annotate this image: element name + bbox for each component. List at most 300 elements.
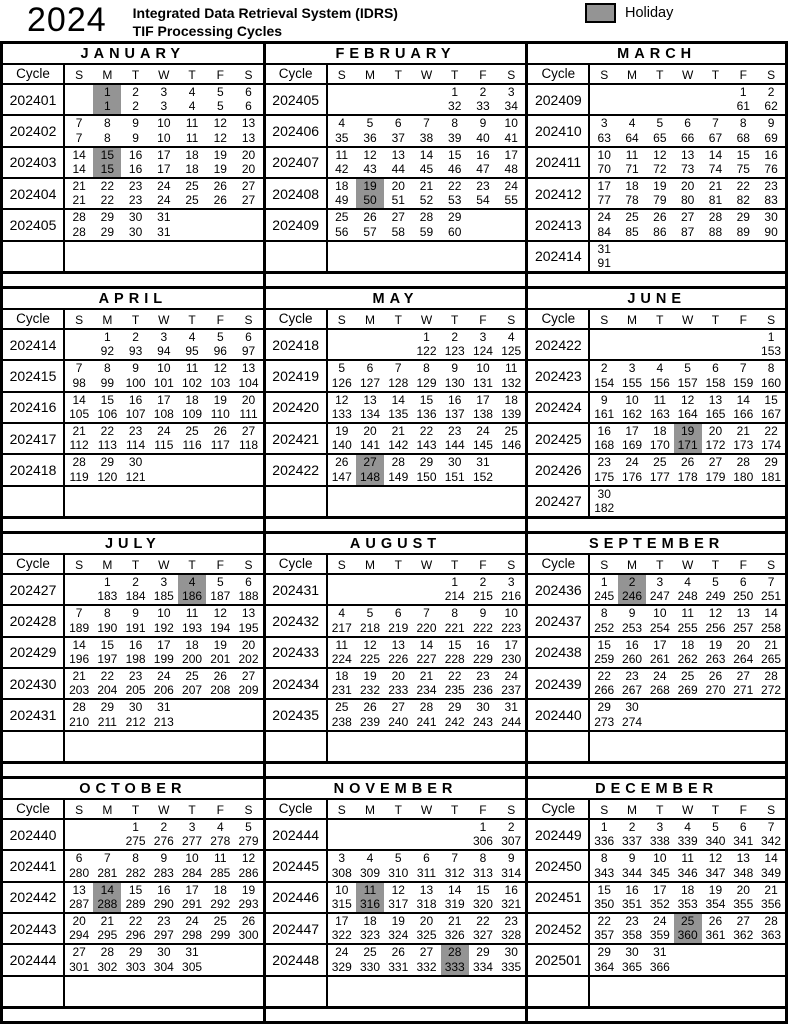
- day-cell: [646, 242, 674, 271]
- day-cell: [757, 669, 785, 698]
- date-number: 23: [504, 913, 518, 928]
- date-number: 6: [366, 361, 374, 376]
- day-of-year-number: 104: [238, 375, 259, 390]
- weekday-header: T: [656, 68, 664, 82]
- date-number: 4: [684, 820, 691, 834]
- date-number: 14: [72, 637, 86, 652]
- day-cell: [757, 575, 785, 604]
- day-cell: [356, 820, 384, 849]
- date-number: 18: [363, 913, 377, 928]
- date-number: [618, 978, 646, 991]
- cycle-row-202446: [266, 883, 526, 914]
- month-table-november: [266, 776, 526, 1009]
- day-cell: [328, 820, 356, 849]
- cycle-row-202444: [266, 820, 526, 851]
- date-number: [178, 701, 206, 714]
- day-cell: [206, 330, 234, 359]
- day-of-year-number: 75: [736, 161, 750, 176]
- date-number: 30: [128, 700, 143, 715]
- title-line-2: TIF Processing Cycles: [132, 23, 283, 40]
- date-number: [384, 733, 412, 746]
- day-cell: [121, 148, 149, 177]
- day-of-year-number: 334: [472, 959, 493, 974]
- day-cell: [121, 210, 149, 239]
- month-title: MARCH: [528, 44, 785, 65]
- empty-row: [3, 977, 263, 1006]
- day-of-year-number: 311: [416, 865, 437, 880]
- day-of-year-number: 129: [416, 375, 437, 390]
- day-of-year-number: [646, 345, 674, 358]
- day-cell: [729, 424, 757, 453]
- date-number: 3: [628, 361, 636, 376]
- day-cell: [412, 606, 440, 635]
- date-number: 23: [128, 423, 143, 438]
- cycle-number: 202450: [528, 851, 590, 880]
- day-of-year-number: [356, 345, 384, 358]
- day-of-year-number: 211: [97, 714, 117, 729]
- day-cell: [618, 606, 646, 635]
- day-of-year-number: 41: [504, 130, 518, 145]
- date-number: 22: [597, 913, 611, 928]
- date-number: [497, 488, 525, 501]
- date-number: 5: [366, 116, 374, 131]
- band-spacer: [528, 519, 785, 531]
- date-number: [384, 821, 412, 834]
- date-number: [469, 488, 497, 501]
- band-spacer: [266, 1009, 526, 1021]
- date-number: 1: [739, 85, 747, 99]
- day-of-year-number: [618, 100, 646, 113]
- day-cell: [206, 116, 234, 145]
- cycle-number: [3, 242, 65, 271]
- day-of-year-number: 25: [185, 193, 199, 208]
- day-cell: [590, 669, 618, 698]
- day-cell: [497, 700, 525, 729]
- day-of-year-number: [702, 100, 730, 113]
- day-of-year-number: 215: [472, 589, 493, 604]
- day-of-year-number: 280: [69, 865, 90, 880]
- day-of-year-number: 8: [104, 130, 111, 145]
- date-number: [674, 488, 702, 501]
- weekday-header: T: [188, 558, 196, 572]
- day-cell: [206, 914, 234, 943]
- date-number: [702, 331, 730, 344]
- day-of-year-number: [497, 471, 525, 484]
- day-of-year-number: [497, 502, 525, 515]
- day-cell: [618, 455, 646, 484]
- day-of-year-number: 226: [388, 651, 409, 666]
- cycle-number: 202437: [528, 606, 590, 635]
- day-cell: [757, 638, 785, 667]
- month-table-may: [266, 286, 526, 519]
- date-number: 30: [476, 700, 490, 715]
- day-of-year-number: [234, 961, 262, 974]
- day-cell: [441, 700, 469, 729]
- day-cell: [590, 361, 618, 390]
- day-cell: [729, 210, 757, 239]
- day-cell: [590, 820, 618, 849]
- cycle-number: 202438: [528, 638, 590, 667]
- day-of-year-number: 59: [419, 224, 434, 239]
- day-of-year-number: 234: [416, 683, 437, 698]
- day-cell: [441, 606, 469, 635]
- date-number: 15: [100, 147, 115, 162]
- day-of-year-number: [702, 747, 730, 760]
- date-number: 3: [479, 330, 487, 344]
- day-cell: [328, 977, 356, 1006]
- day-of-year-number: [234, 257, 262, 270]
- date-number: 11: [185, 606, 199, 621]
- day-cell: [384, 179, 412, 208]
- date-number: [757, 701, 785, 714]
- day-cell: [590, 606, 618, 635]
- day-cell: [412, 851, 440, 880]
- date-number: 4: [684, 575, 691, 589]
- weekday-header: S: [600, 558, 609, 572]
- day-of-year-number: 245: [594, 589, 615, 604]
- weekday-header: S: [244, 803, 253, 817]
- weekday-header: T: [131, 313, 140, 327]
- day-of-year-number: [412, 257, 440, 270]
- day-of-year-number: 127: [359, 375, 381, 390]
- month-may: [263, 286, 526, 531]
- cycle-row-202405: [266, 85, 526, 116]
- day-of-year-number: [412, 100, 440, 113]
- date-number: [356, 576, 384, 589]
- day-cell: [328, 424, 356, 453]
- day-cell: [206, 179, 234, 208]
- day-cell: [150, 242, 178, 271]
- date-number: 20: [419, 913, 434, 928]
- day-cell: [121, 330, 149, 359]
- day-cell: [618, 977, 646, 1006]
- day-cell: [702, 330, 730, 359]
- weekday-header: T: [188, 313, 196, 327]
- day-cell: [356, 977, 384, 1006]
- day-of-year-number: [646, 502, 674, 515]
- day-cell: [206, 638, 234, 667]
- date-number: 28: [764, 913, 778, 928]
- day-cell: [356, 210, 384, 239]
- date-number: 11: [681, 851, 694, 866]
- day-of-year-number: 106: [97, 406, 118, 421]
- cycle-rows: [528, 330, 785, 516]
- date-number: 2: [160, 820, 168, 834]
- day-cell: [328, 851, 356, 880]
- day-cell: [497, 424, 525, 453]
- weekday-header: M: [365, 313, 375, 327]
- cycle-row-202401: [3, 85, 263, 116]
- day-cell: [356, 148, 384, 177]
- weekday-header: M: [365, 803, 375, 817]
- day-of-year-number: 258: [761, 620, 782, 635]
- date-number: 26: [680, 455, 695, 470]
- date-number: 14: [708, 147, 723, 162]
- date-number: [618, 243, 646, 256]
- day-of-year-number: 85: [625, 224, 639, 239]
- day-cell: [729, 914, 757, 943]
- day-of-year-number: 172: [705, 438, 726, 453]
- holiday-day-cell: [356, 455, 384, 484]
- day-cell: [469, 700, 497, 729]
- date-number: 2: [767, 85, 775, 99]
- cycle-row-202405: [3, 210, 263, 241]
- day-cell: [65, 179, 93, 208]
- day-of-year-number: 142: [388, 438, 409, 453]
- date-number: 16: [625, 882, 639, 897]
- date-number: 23: [625, 668, 639, 683]
- date-number: [234, 701, 262, 714]
- date-number: [729, 243, 757, 256]
- date-number: 1: [451, 85, 459, 99]
- weekday-header: F: [216, 313, 224, 327]
- day-of-year-number: 359: [649, 928, 670, 943]
- day-cell: [328, 914, 356, 943]
- day-of-year-number: 181: [761, 469, 782, 484]
- day-of-year-number: 7: [75, 130, 83, 145]
- day-of-year-number: [121, 992, 149, 1005]
- date-number: 13: [708, 392, 723, 407]
- day-cell: [497, 669, 525, 698]
- date-number: [234, 978, 262, 991]
- date-number: 9: [507, 851, 515, 866]
- cycle-row-202422: [266, 455, 526, 486]
- day-of-year-number: 248: [677, 589, 698, 604]
- date-number: [121, 733, 149, 746]
- cycle-rows: [266, 820, 526, 1006]
- day-of-year-number: 225: [359, 651, 381, 666]
- day-cell: [121, 851, 149, 880]
- day-cell: [702, 393, 730, 422]
- date-number: 26: [213, 423, 227, 438]
- day-cell: [590, 455, 618, 484]
- day-of-year-number: 335: [501, 959, 522, 974]
- day-cell: [356, 606, 384, 635]
- day-of-year-number: [469, 257, 497, 270]
- day-cell: [93, 732, 121, 761]
- date-number: 10: [185, 851, 199, 866]
- weekday-header: F: [479, 803, 487, 817]
- day-of-year-number: 194: [210, 620, 231, 635]
- day-of-year-number: 213: [153, 714, 174, 729]
- day-of-year-number: [757, 257, 785, 270]
- day-cell: [328, 455, 356, 484]
- date-number: [469, 733, 497, 746]
- day-cell: [729, 85, 757, 114]
- day-of-year-number: [757, 502, 785, 515]
- day-of-year-number: 184: [125, 589, 146, 604]
- day-of-year-number: [206, 961, 234, 974]
- day-cell: [150, 820, 178, 849]
- weekday-header: T: [394, 68, 402, 82]
- day-of-year-number: 137: [444, 406, 465, 421]
- date-number: 9: [160, 851, 168, 866]
- day-cell: [178, 883, 206, 912]
- day-of-year-number: 115: [154, 438, 174, 453]
- day-of-year-number: 130: [444, 375, 465, 390]
- date-number: 30: [625, 945, 639, 960]
- day-of-year-number: 349: [761, 865, 782, 880]
- date-number: [702, 86, 730, 99]
- date-number: 7: [394, 361, 402, 376]
- date-number: 24: [625, 455, 639, 470]
- day-cell: [93, 606, 121, 635]
- cycle-number: 202447: [266, 914, 328, 943]
- day-of-year-number: 160: [761, 375, 782, 390]
- date-number: [328, 733, 356, 746]
- date-number: [206, 456, 234, 469]
- day-cell: [65, 669, 93, 698]
- date-number: 12: [363, 147, 377, 162]
- day-cell: [384, 820, 412, 849]
- day-of-year-number: [702, 716, 730, 729]
- day-of-year-number: 348: [733, 865, 754, 880]
- cycle-number: [3, 977, 65, 1006]
- day-of-year-number: 221: [444, 620, 465, 635]
- day-cell: [178, 945, 206, 974]
- day-cell: [757, 148, 785, 177]
- cycle-number: 202418: [3, 455, 65, 484]
- day-of-year-number: [328, 835, 356, 848]
- day-cell: [729, 116, 757, 145]
- day-of-year-number: 201: [210, 651, 231, 666]
- date-number: 12: [335, 392, 349, 407]
- title-line-1: Integrated Data Retrieval System (IDRS): [132, 5, 398, 21]
- cycle-row-202413: [528, 210, 785, 241]
- day-of-year-number: 151: [444, 469, 465, 484]
- day-of-year-number: 297: [153, 928, 174, 943]
- day-cell: [93, 393, 121, 422]
- date-number: 4: [338, 606, 346, 621]
- cycle-rows: [528, 820, 785, 1006]
- date-number: 13: [241, 606, 256, 621]
- day-of-year-number: 269: [677, 683, 698, 698]
- date-number: [412, 821, 440, 834]
- band-spacer: [266, 274, 526, 286]
- date-number: [65, 488, 93, 501]
- day-of-year-number: [178, 747, 206, 760]
- day-of-year-number: 136: [416, 406, 437, 421]
- day-of-year-number: [497, 257, 525, 270]
- day-cell: [590, 945, 618, 974]
- cycle-number: 202412: [528, 179, 590, 208]
- day-cell: [469, 945, 497, 974]
- day-cell: [757, 424, 785, 453]
- day-of-year-number: 169: [622, 438, 643, 453]
- date-number: 19: [363, 668, 377, 683]
- date-number: 31: [476, 455, 490, 470]
- day-cell: [234, 179, 262, 208]
- date-number: 13: [241, 116, 256, 131]
- day-cell: [384, 700, 412, 729]
- day-cell: [412, 179, 440, 208]
- day-cell: [646, 487, 674, 516]
- day-cell: [234, 148, 262, 177]
- day-cell: [757, 914, 785, 943]
- day-of-year-number: 120: [97, 469, 118, 484]
- band-spacer: [3, 764, 263, 776]
- day-cell: [65, 700, 93, 729]
- weekday-header-row: [528, 65, 785, 85]
- date-number: 17: [157, 637, 171, 652]
- month-title: JULY: [3, 534, 263, 555]
- day-of-year-number: [729, 345, 757, 358]
- day-of-year-number: 35: [335, 130, 349, 145]
- cycle-number: 202439: [528, 669, 590, 698]
- day-of-year-number: [328, 590, 356, 603]
- day-cell: [93, 914, 121, 943]
- day-of-year-number: [618, 992, 646, 1005]
- day-of-year-number: 243: [472, 714, 493, 729]
- holiday-day-cell: [441, 945, 469, 974]
- date-number: 25: [363, 945, 377, 960]
- date-number: 29: [764, 455, 778, 470]
- weekday-header: T: [188, 68, 196, 82]
- day-cell: [93, 210, 121, 239]
- day-of-year-number: 145: [472, 438, 493, 453]
- cycle-row-202435: [266, 700, 526, 731]
- day-cell: [646, 883, 674, 912]
- cycle-number: 202427: [528, 487, 590, 516]
- date-number: [178, 243, 206, 256]
- day-cell: [674, 455, 702, 484]
- date-number: 26: [653, 210, 667, 225]
- day-cell: [121, 116, 149, 145]
- cycle-row-202443: [3, 914, 263, 945]
- date-number: 28: [764, 668, 778, 683]
- day-cell: [497, 638, 525, 667]
- day-of-year-number: [590, 992, 618, 1005]
- date-number: 22: [100, 668, 115, 683]
- day-cell: [328, 330, 356, 359]
- day-cell: [412, 487, 440, 516]
- day-of-year-number: 322: [331, 928, 352, 943]
- date-number: 18: [680, 882, 695, 897]
- day-of-year-number: 174: [761, 438, 782, 453]
- day-of-year-number: 218: [359, 620, 381, 635]
- date-number: 27: [241, 668, 256, 683]
- year-label: 2024: [27, 1, 107, 39]
- cycle-row-202436: [528, 575, 785, 606]
- day-of-year-number: [674, 747, 702, 760]
- day-cell: [702, 732, 730, 761]
- day-cell: [412, 883, 440, 912]
- date-number: [65, 978, 93, 991]
- date-number: [618, 733, 646, 746]
- day-cell: [384, 424, 412, 453]
- date-number: [328, 576, 356, 589]
- weekday-header: F: [739, 68, 747, 82]
- day-cell: [618, 851, 646, 880]
- page-header: [0, 0, 788, 41]
- day-of-year-number: 275: [125, 834, 146, 849]
- cycle-column-header: Cycle: [266, 310, 328, 328]
- day-cell: [757, 179, 785, 208]
- cycle-number: 202409: [528, 85, 590, 114]
- date-number: 6: [394, 116, 402, 131]
- date-number: 10: [504, 116, 518, 131]
- date-number: 6: [712, 361, 719, 376]
- date-number: 9: [479, 116, 487, 131]
- month-october: [0, 776, 263, 1021]
- day-of-year-number: 302: [97, 959, 118, 974]
- date-number: 5: [684, 361, 691, 376]
- day-cell: [384, 85, 412, 114]
- day-of-year-number: [65, 747, 93, 760]
- day-of-year-number: 109: [182, 406, 203, 421]
- day-of-year-number: 67: [708, 130, 723, 145]
- date-number: 7: [423, 116, 430, 131]
